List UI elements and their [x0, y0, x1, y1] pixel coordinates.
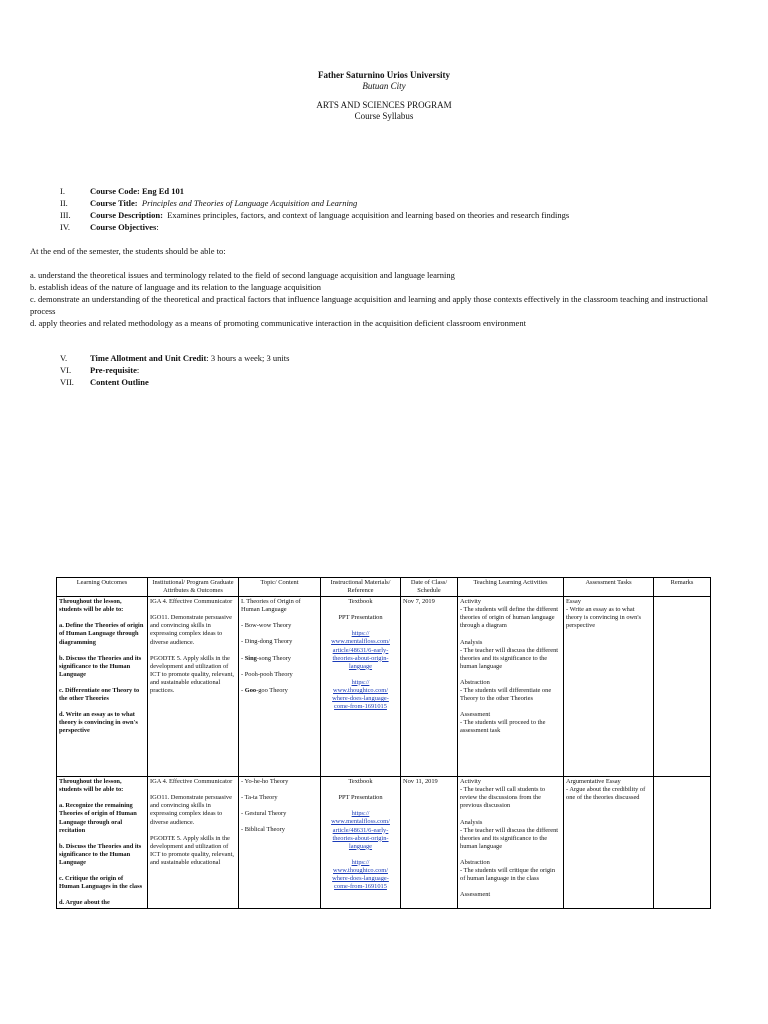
- activity-text: - The students will define the different theories of origin of human language through a diagram: [460, 606, 559, 630]
- assessment-head: Essay: [566, 598, 581, 606]
- column-header: Remarks: [654, 578, 711, 597]
- content-outline-table: [56, 577, 711, 909]
- materials-cell: [321, 597, 401, 777]
- activity-head: Assessment: [460, 891, 491, 899]
- activity-head: Activity: [460, 778, 481, 786]
- activity-text: - The teacher will call students to review the discussions from the previous discussion: [460, 786, 546, 810]
- learning-outcomes-cell: [57, 597, 148, 777]
- topic-item: - Goo-goo Theory: [241, 686, 288, 694]
- activity-text: - The students will critique the origin of human language in the class: [460, 867, 556, 883]
- outcome-item: c. Critique the origin of Human Languages in the class: [59, 875, 143, 891]
- date-cell: Nov 11, 2019: [401, 777, 458, 909]
- program-name: ARTS AND SCIENCES PROGRAM: [316, 100, 452, 110]
- attribute-item: PGODTE 5. Apply skills in the development and utilization of ICT to promote quality, relevant, and sustainable educational practices.: [150, 654, 234, 695]
- section-number: II.: [60, 198, 68, 208]
- column-header: Learning Outcomes: [57, 578, 148, 597]
- table-header-row: [57, 578, 711, 597]
- activities-cell: [458, 597, 564, 777]
- outcome-item: d. Write an essay as to what theory is convincing in own's perspective: [59, 711, 138, 735]
- column-header: Instructional Materials/ Reference: [321, 578, 401, 597]
- section-number: V.: [60, 353, 68, 363]
- assessment-text: - Argue about the credibility of one of the theories discussed: [566, 786, 646, 802]
- topic-item: - Gestural Theory: [241, 810, 287, 818]
- section-label: Course Code: [90, 186, 137, 196]
- activity-text: - The teacher will discuss the different theories and its significance to the human language: [460, 646, 559, 670]
- topic-item: - Yo-he-ho Theory: [241, 778, 289, 786]
- activities-cell: [458, 777, 564, 909]
- activity-text: - The teacher will discuss the different theories and its significance to the human language: [460, 826, 559, 850]
- section-label: Course Objectives: [90, 222, 157, 232]
- remarks-cell: [654, 777, 711, 909]
- document-type: Course Syllabus: [354, 111, 414, 121]
- outcome-item: c. Differentiate one Theory to the other Theories: [59, 686, 140, 703]
- syllabus-page: Father Saturnino Urios University Butuan City ARTS AND SCIENCES PROGRAM Course Syllabus I. Course Code: Eng Ed 101 II. Course Title: Principles and Theories of Language Acquisition and Learning III. Course Description: Examines principles, factors, and context of language acquisition and learning based on theories and research findings IV. Course Objectives: At the end of the semester, the students should be able to: a. understand the theoretical issues and terminology related to the field of second language acquisition and language learning b. establish ideas of the nature of language and its relation to the language acquisition c. demonstrate an understanding of the theoretical and practical factors that influence language acquisition and learning and apply those contexts effectively in the classroom teaching and instructional process d. apply theories and related methodology as a means of promoting communicative interaction in the acquisition deficient classroom environment V. Time Allotment and Unit Credit: 3 hours a week; 3 units VI. Pre-requisite: VII. Content Outline Learning Outcomes Institutional/ Program Graduate Attributes & Outcomes Topic/ Content Instructional Materials/ Reference Date of Class/ Schedule Teaching Learning Activities Assessment Tasks Remarks Throughout the lesson, students will be able to: a. Define the Theories of origin of Human Language through diagramming b. Discuss the Theories and its significance to the Human Language c. Differentiate one Theory to the other Theories d. Write an essay as to what theory is convincing in own's perspective IGA 4. Effective Communicator IGO11. Demonstrate persuasive and convincing skills in expressing complex ideas to diverse audience. PGODTE 5. Apply skills in the development and utilization of ICT to promote quality, relevant, and sustainable educational practices. I. Theories of Origin of Human Language - Bow-wow Theory - Ding-dong Theory - Sing-song Theory - Pooh-pooh Theory - Goo-goo Theory Textbook PPT Presentation https:// www.mentalfloss.com/ article/48631/6-early- theories-about-origin- language https:// www.thoughtco.com/ where-does-language- come-from-1691015 Nov 7, 2019 Activity - The students will define the different theories of origin of human language through a diagram Analysis - The teacher will discuss the different theories and its significance to the human language Abstraction - The students will differentiate one Theory to the other Theories Assessment - The students will proceed to the assessment task Essay - Write an essay as to what theory is convincing in own's perspective Throughout the lesson, students will be able to: a. Recognize the remaining Theories of origin of Human Language through oral recitation b. Discuss the Theories and its significance to the Human Language c. Critique the origin of Human Languages in the class d. Argue about the IGA 4. Effective Communicator IGO11. Demonstrate persuasive and convincing skills in expressing complex ideas to diverse audience. PGODTE 5. Apply skills in the development and utilization of ICT to promote quality, relevant, and sustainable educational - Yo-he-ho Theory - Ta-ta Theory - Gestural Theory - Biblical Theory Textbook PPT Presentation https:// www.mentalfloss.com/ article/48631/6-early- theories-about-origin- language https:// www.thoughtco.com/ where-does-language- come-from-1691015 Nov 11, 2019 Activity - The teacher will call students to review the discussions from the previous discussion Analysis - The teacher will discuss the different theories and its significance to the human language Abstraction - The students will critique the origin of human language in the class Assessment Argumentative Essay - Argue about the credibility of one of the theories discussed: [0, 0, 768, 1024]
- section-label: Course Description: [90, 210, 161, 220]
- topic-item: - Sing-song Theory: [241, 654, 291, 662]
- outcome-item: a. Recognize the remaining Theories of origin of Human Language through oral recitation: [59, 802, 137, 834]
- activity-text: - The students will differentiate one Theory to the other Theories: [460, 687, 552, 703]
- section-number: VI.: [60, 365, 72, 375]
- topic-item: - Ding-dong Theory: [241, 638, 293, 646]
- section-number: III.: [60, 210, 71, 220]
- table-row: [57, 777, 711, 909]
- university-name: Father Saturnino Urios University: [317, 70, 451, 80]
- activity-head: Abstraction: [460, 678, 490, 686]
- outcome-item: b. Discuss the Theories and its significance to the Human Language: [59, 654, 142, 678]
- section-label: Pre-requisite: [90, 365, 137, 375]
- table-row: [57, 597, 711, 777]
- objective-item: a. understand the theoretical issues and terminology related to the field of second language acquisition and language learning: [30, 270, 455, 280]
- outcome-item: a. Define the Theories of origin of Human Language through diagramming: [59, 622, 144, 646]
- university-city: Butuan City: [362, 81, 406, 91]
- section-label: Content Outline: [90, 377, 149, 387]
- assessment-text: - Write an essay as to what theory is convincing in own's perspective: [566, 606, 641, 630]
- activity-head: Analysis: [460, 818, 483, 826]
- section-label: Time Allotment and Unit Credit: [90, 353, 207, 363]
- outcomes-intro: Throughout the lesson, students will be able to:: [59, 598, 124, 614]
- remarks-cell: [654, 597, 711, 777]
- outcome-item: d. Argue about the: [59, 899, 110, 907]
- column-header: Institutional/ Program Graduate Attributes & Outcomes: [148, 578, 239, 597]
- attribute-item: PGODTE 5. Apply skills in the development and utilization of ICT to promote quality, relevant, and sustainable educational: [150, 834, 234, 866]
- attribute-item: IGO11. Demonstrate persuasive and convincing skills in expressing complex ideas to diverse audience.: [150, 614, 232, 646]
- ppt-label: PPT Presentation: [338, 794, 383, 802]
- topic-item: - Pooh-pooh Theory: [241, 670, 293, 678]
- activity-text: - The students will proceed to the assessment task: [460, 719, 546, 735]
- column-header: Date of Class/ Schedule: [401, 578, 458, 597]
- topic-item: - Ta-ta Theory: [241, 794, 278, 802]
- topic-cell: [239, 597, 321, 777]
- column-header: Teaching Learning Activities: [458, 578, 564, 597]
- activity-head: Abstraction: [460, 858, 490, 866]
- outcomes-intro: Throughout the lesson, students will be able to:: [59, 778, 124, 794]
- topic-cell: [239, 777, 321, 909]
- section-value: Principles and Theories of Language Acquisition and Learning: [141, 198, 358, 208]
- ppt-label: PPT Presentation: [338, 614, 383, 622]
- assessment-cell: [564, 597, 654, 777]
- column-header: Topic/ Content: [239, 578, 321, 597]
- objectives-intro: At the end of the semester, the students should be able to:: [30, 246, 226, 256]
- materials-cell: [321, 777, 401, 909]
- date-cell: Nov 7, 2019: [401, 597, 458, 777]
- learning-outcomes-cell: [57, 777, 148, 909]
- section-value: Examines principles, factors, and context of language acquisition and learning based on theories and research findings: [167, 210, 570, 220]
- column-header: Assessment Tasks: [564, 578, 654, 597]
- activity-head: Activity: [460, 598, 481, 606]
- reference-link-thoughtco[interactable]: https:// www.thoughtco.com/ where-does-language- come-from-1691015: [332, 858, 389, 891]
- topic-item: - Biblical Theory: [241, 826, 285, 834]
- activity-head: Assessment: [460, 711, 491, 719]
- section-number: I.: [60, 186, 65, 196]
- topic-item: - Bow-wow Theory: [241, 622, 292, 630]
- topic-item: I. Theories of Origin of Human Language: [241, 598, 301, 614]
- section-label: Course Title: [90, 198, 135, 208]
- activity-head: Analysis: [460, 638, 483, 646]
- section-number: IV.: [60, 222, 70, 232]
- outcome-item: b. Discuss the Theories and its significance to the Human Language: [59, 842, 142, 866]
- attributes-cell: [148, 777, 239, 909]
- objective-item: c. demonstrate an understanding of the theoretical and practical factors that influence language acquisition and learning and apply those contexts effectively in the classroom teaching and instructional process: [30, 294, 708, 316]
- textbook-label: Textbook: [348, 598, 373, 606]
- attribute-item: IGA 4. Effective Communicator: [150, 598, 233, 606]
- reference-link-thoughtco[interactable]: https:// www.thoughtco.com/ where-does-language- come-from-1691015: [332, 678, 389, 711]
- reference-link-mentalfloss[interactable]: https:// www.mentalfloss.com/ article/48631/6-early- theories-about-origin- language: [331, 630, 390, 670]
- attributes-cell: [148, 597, 239, 777]
- objective-item: b. establish ideas of the nature of language and its relation to the language acquisition: [30, 282, 322, 292]
- reference-link-mentalfloss[interactable]: https:// www.mentalfloss.com/ article/48631/6-early- theories-about-origin- language: [331, 810, 390, 850]
- objective-item: d. apply theories and related methodology as a means of promoting communicative interaction in the acquisition deficient classroom environment: [30, 318, 526, 328]
- section-value: Eng Ed 101: [141, 186, 184, 196]
- section-number: VII.: [60, 377, 74, 387]
- attribute-item: IGO11. Demonstrate persuasive and convincing skills in expressing complex ideas to diverse audience.: [150, 794, 232, 826]
- assessment-head: Argumentative Essay: [566, 778, 621, 786]
- textbook-label: Textbook: [348, 778, 373, 786]
- section-value: 3 hours a week; 3 units: [210, 353, 290, 363]
- assessment-cell: [564, 777, 654, 909]
- attribute-item: IGA 4. Effective Communicator: [150, 778, 233, 786]
